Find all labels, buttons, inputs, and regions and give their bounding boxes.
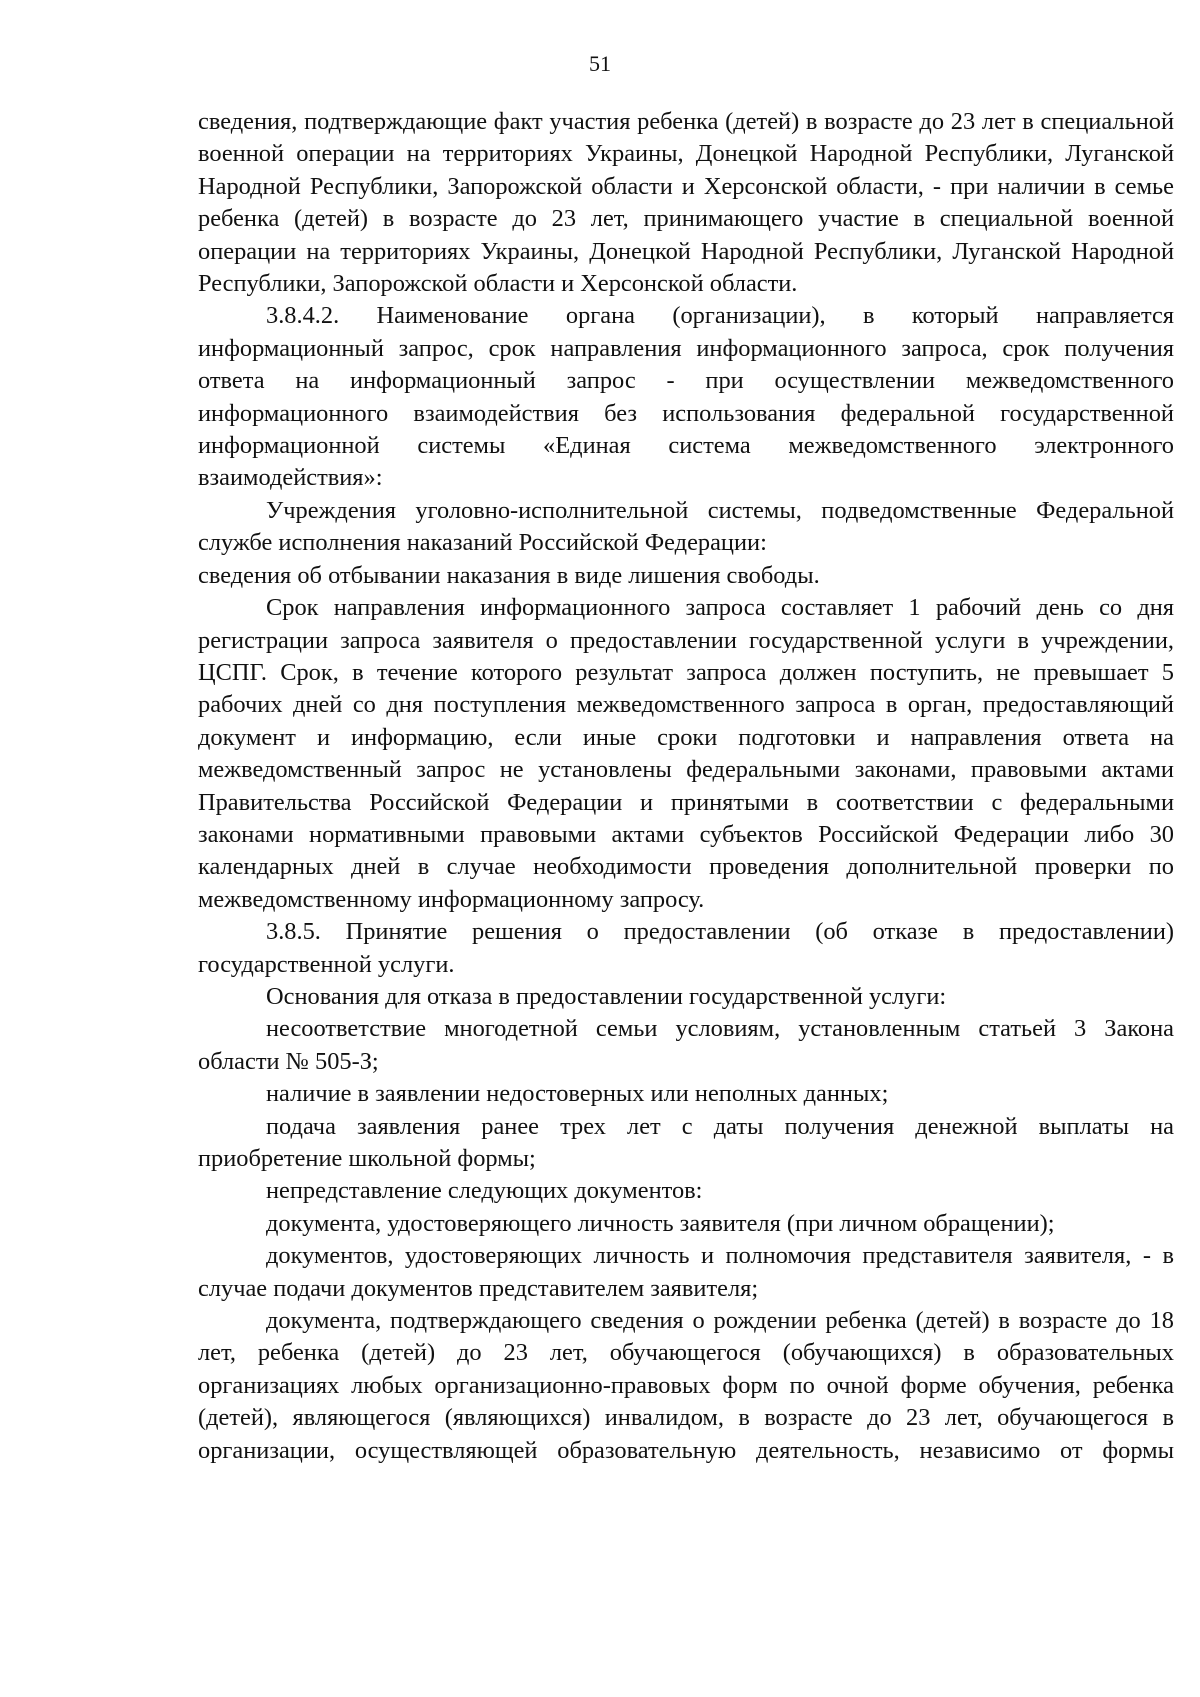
paragraph-doc-identity: документа, удостоверяющего личность заявителя (при личном обращении); <box>266 1209 1055 1237</box>
paragraph-request-deadline: Срок направления информационного запроса составляет 1 рабочий день со дня регистрации запроса заявителя о предоставлении государственной услуги в учреждении, ЦСПГ. Срок, в течение которого результат запроса должен поступить, не превышает 5 рабочих дней со дня поступления межведомственного запроса в орган, предоставляющий документ и информацию, если иные сроки подготовки и направления ответа на межведомственный запрос не установлены федеральными законами, правовыми актами Правительства Российской Федерации и принятыми в соответствии с федеральными законами нормативными правовыми актами субъектов Российской Федерации либо 30 календарных дней в случае необходимости проведения дополнительной проверки по межведомственному информационному запросу. <box>198 594 1174 913</box>
paragraph-imprisonment-info: сведения об отбывании наказания в виде лишения свободы. <box>198 561 820 589</box>
paragraph-3-8-5: 3.8.5. Принятие решения о предоставлении (об отказе в предоставлении) государственной услуги. <box>198 918 1174 978</box>
paragraph-refusal-noncompliance: несоответствие многодетной семьи условиям, установленным статьей 3 Закона области № 505-З; <box>198 1015 1174 1075</box>
paragraph-refusal-grounds: Основания для отказа в предоставлении государственной услуги: <box>266 982 947 1010</box>
paragraph-doc-representative: документов, удостоверяющих личность и полномочия представителя заявителя, - в случае подачи документов представителем заявителя; <box>198 1242 1174 1302</box>
page-number: 51 <box>589 51 611 76</box>
paragraph-refusal-false-data: наличие в заявлении недостоверных или неполных данных; <box>266 1080 889 1108</box>
paragraph-3-8-4-2: 3.8.4.2. Наименование органа (организации), в который направляется информационный запрос, срок направления информационного запроса, срок получения ответа на информационный запрос - при осуществлении межведомственного информационного взаимодействия без использования федеральной государственной информационной системы «Единая система межведомственного электронного взаимодействия»: <box>198 302 1174 492</box>
paragraph-refusal-three-years: подача заявления ранее трех лет с даты получения денежной выплаты на приобретение школьной формы; <box>198 1112 1174 1172</box>
paragraph-doc-birth: документа, подтверждающего сведения о рождении ребенка (детей) в возрасте до 18 лет, ребенка (детей) до 23 лет, обучающегося (обучающихся) в образовательных организациях любых организационно-правовых форм по очной форме обучения, ребенка (детей), являющегося (являющихся) инвалидом, в возрасте до 23 лет, обучающегося в организации, осуществляющей образовательную деятельность, независимо от формы <box>198 1307 1174 1464</box>
paragraph-penal-institutions: Учреждения уголовно-исполнительной системы, подведомственные Федеральной службе исполнения наказаний Российской Федерации: <box>198 496 1174 557</box>
paragraph-participation-info: сведения, подтверждающие факт участия ребенка (детей) в возрасте до 23 лет в специальной военной операции на территориях Украины, Донецкой Народной Республики, Луганской Народной Республики, Запорожской области и Херсонской области, - при наличии в семье ребенка (детей) в возрасте до 23 лет, принимающего участие в специальной военной операции на территориях Украины, Донецкой Народной Республики, Луганской Народной Республики, Запорожской области и Херсонской области. <box>198 108 1174 298</box>
document-body <box>198 106 1174 1467</box>
paragraph-refusal-missing-docs: непредставление следующих документов: <box>266 1177 703 1205</box>
